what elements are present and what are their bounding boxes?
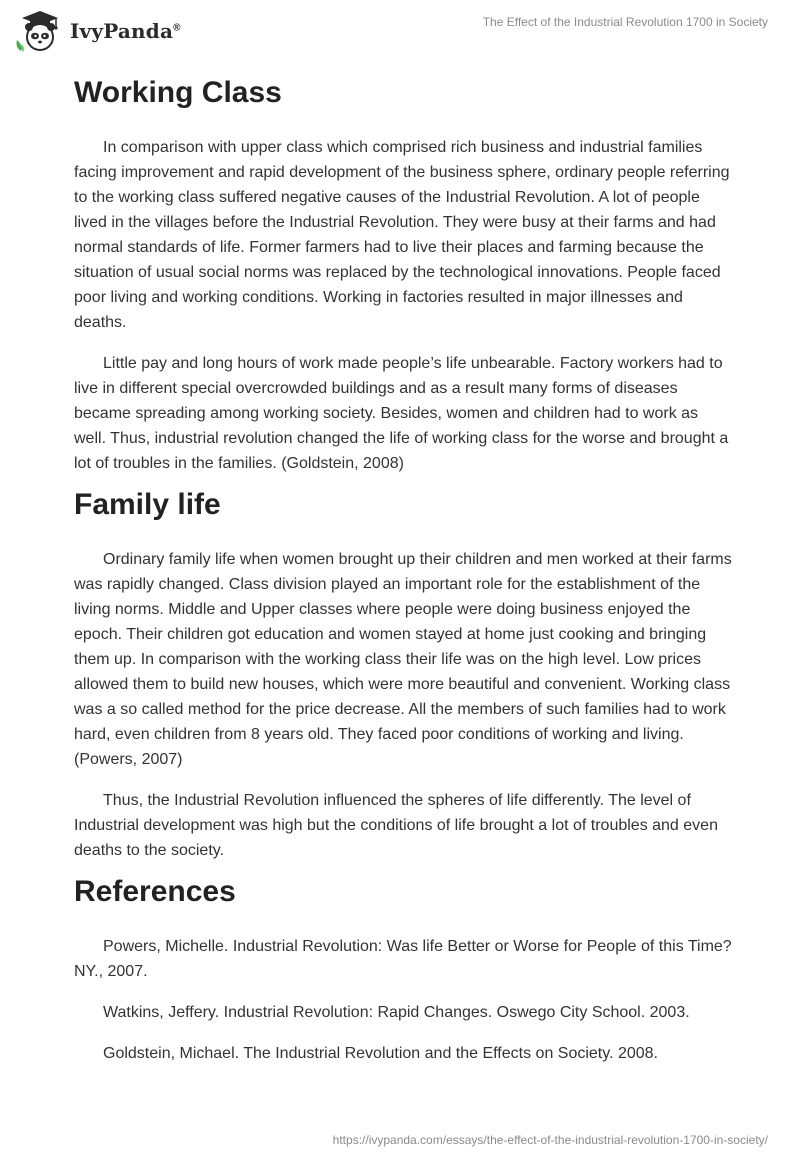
reference-item: Watkins, Jeffery. Industrial Revolution: Rapid Changes. Oswego City School. 2003.	[103, 1004, 690, 1021]
document-title: The Effect of the Industrial Revolution 1700 in Society	[482, 15, 768, 29]
brand-name: IvyPanda®	[70, 19, 181, 43]
paragraph: Little pay and long hours of work made people’s life unbearable. Factory workers had to live in different special overcrowded buildings and as a result many forms of diseases became spreading among working society. Besides, women and children had to work as well. Thus, industrial revolution changed the life of working class for the worse and brought a lot of troubles in the families. (Goldstein, 2008)	[74, 355, 729, 472]
heading-working-class: Working Class	[74, 76, 282, 109]
heading-references: References	[74, 875, 236, 908]
page-header	[0, 0, 800, 60]
brand-logo[interactable]	[14, 10, 181, 52]
essay-content	[74, 70, 734, 1066]
paragraph: Thus, the Industrial Revolution influenced the spheres of life differently. The level of Industrial development was high but the conditions of life brought a lot of troubles and even deaths to the society.	[74, 792, 718, 859]
paragraph: Ordinary family life when women brought up their children and men worked at their farms was rapidly changed. Class division played an important role for the establishment of the living norms. Middle and Upper classes where people were doing business enjoyed the epoch. Their children got education and women stayed at home just cooking and bringing them up. In comparison with the working class their life was on the high level. Low prices allowed them to build new houses, which were more beautiful and convenient. Working class was a so called method for the price decrease. All the members of such families had to work hard, even children from 8 years old. They faced poor conditions of working and living. (Powers, 2007)	[74, 551, 732, 768]
heading-family-life: Family life	[74, 488, 221, 521]
reference-item: Powers, Michelle. Industrial Revolution: Was life Better or Worse for People of this Time? NY., 2007.	[74, 938, 732, 980]
source-url[interactable]: https://ivypanda.com/essays/the-effect-of-the-industrial-revolution-1700-in-society/	[332, 1133, 768, 1147]
panda-graduation-cap-icon	[14, 10, 64, 52]
paragraph: In comparison with upper class which comprised rich business and industrial families facing improvement and rapid development of the business sphere, ordinary people referring to the working class suffered negative causes of the Industrial Revolution. A lot of people lived in the villages before the Industrial Revolution. They were busy at their farms and had normal standards of life. Former farmers had to live their places and farming because the situation of usual social norms was replaced by the technological innovations. People faced poor living and working conditions. Working in factories resulted in major illnesses and deaths.	[74, 139, 730, 331]
reference-item: Goldstein, Michael. The Industrial Revolution and the Effects on Society. 2008.	[103, 1045, 658, 1062]
